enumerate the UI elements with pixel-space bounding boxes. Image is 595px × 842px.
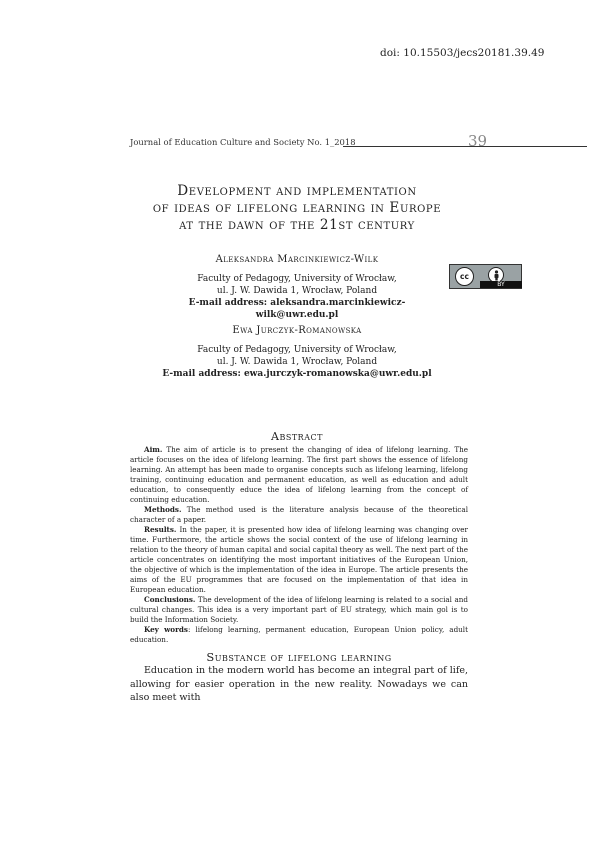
abstract-paragraph: [130, 595, 468, 625]
abstract-label: Results.: [144, 525, 177, 534]
author-name: Ewa Jurczyk-Romanowska: [232, 325, 362, 336]
cc-license-badge[interactable]: [449, 264, 522, 289]
abstract-label: Key words: [144, 625, 188, 634]
abstract-text: In the paper, it is presented how idea of lifelong learning was changing over time. Furthermore, the article shows the social context of the use of lifelong learning in relation to the theory of human capital and social capital theory as well. The next part of the article concentrates on identifying the most important initiatives of the European Union, the objective of which is the implementation of the idea in Europe. The article presents the aims of the EU programmes that are focused on the implementation of that idea in European education.: [130, 525, 468, 594]
affiliation-line: Faculty of Pedagogy, University of Wrocław,: [197, 345, 397, 355]
email-address[interactable]: ewa.jurczyk-romanowska@uwr.edu.pl: [243, 369, 432, 379]
title-line: at the dawn of the 21st century: [179, 217, 415, 233]
body-paragraph: Education in the modern world has become an integral part of life, allowing for easier operation in the new reality. Nowadays we can also meet with: [130, 665, 468, 703]
title-line: of ideas of lifelong learning in Europe: [152, 200, 442, 216]
affiliation-line: ul. J. W. Dawida 1, Wrocław, Poland: [216, 286, 378, 296]
author-name: Aleksandra Marcinkiewicz-Wilk: [215, 254, 379, 265]
abstract-paragraph: [130, 525, 468, 595]
email-address[interactable]: aleksandra.marcinkiewicz-wilk@uwr.edu.pl: [255, 298, 406, 320]
abstract-text: The aim of article is to present the changing of idea of lifelong learning. The article focuses on the idea of lifelong learning. The first part shows the essence of lifelong learning. An attempt has been made to organise concepts such as lifelong learning, lifelong training, continuing education and permanent education, as well as education and adult education, to consequently educe the idea of lifelong learning from the concept of continuing education.: [130, 445, 468, 504]
email-line: [150, 297, 444, 321]
page-number: 39: [468, 132, 488, 150]
journal-name: Journal of Education Culture and Society No. 1_2018: [130, 137, 356, 147]
abstract-text: The method used is the literature analysis because of the theoretical character of a paper.: [130, 505, 468, 524]
abstract-label: Aim.: [144, 445, 163, 454]
abstract-paragraph: [130, 625, 468, 645]
email-line: [150, 368, 444, 380]
author-block: [150, 325, 444, 380]
by-label: BY: [480, 281, 522, 288]
title-line: Development and implementation: [177, 183, 417, 199]
running-header: [130, 132, 488, 150]
section-heading: Substance of lifelong learning: [206, 650, 392, 664]
abstract-text: : lifelong learning, permanent education, European Union policy, adult education.: [130, 625, 468, 644]
abstract-label: Methods.: [144, 505, 182, 514]
abstract-body: [130, 445, 468, 645]
article-title: [100, 183, 494, 234]
abstract-text: The development of the idea of lifelong learning is related to a social and cultural changes. This idea is a very important part of EU strategy, which main gol is to build the Information Society.: [130, 595, 468, 624]
header-rule: [343, 146, 587, 147]
abstract-paragraph: [130, 445, 468, 505]
affiliation-line: Faculty of Pedagogy, University of Wrocław,: [197, 274, 397, 284]
abstract-label: Conclusions.: [144, 595, 196, 604]
author-block: [150, 254, 444, 321]
abstract-paragraph: [130, 505, 468, 525]
email-label: E-mail address:: [188, 298, 268, 308]
email-label: E-mail address:: [162, 369, 241, 379]
body-text: [130, 664, 468, 705]
affiliation-line: ul. J. W. Dawida 1, Wrocław, Poland: [216, 357, 378, 367]
cc-icon: cc: [455, 267, 474, 286]
abstract-heading: Abstract: [271, 430, 323, 443]
doi-text: doi: 10.15503/jecs20181.39.49: [380, 47, 545, 59]
